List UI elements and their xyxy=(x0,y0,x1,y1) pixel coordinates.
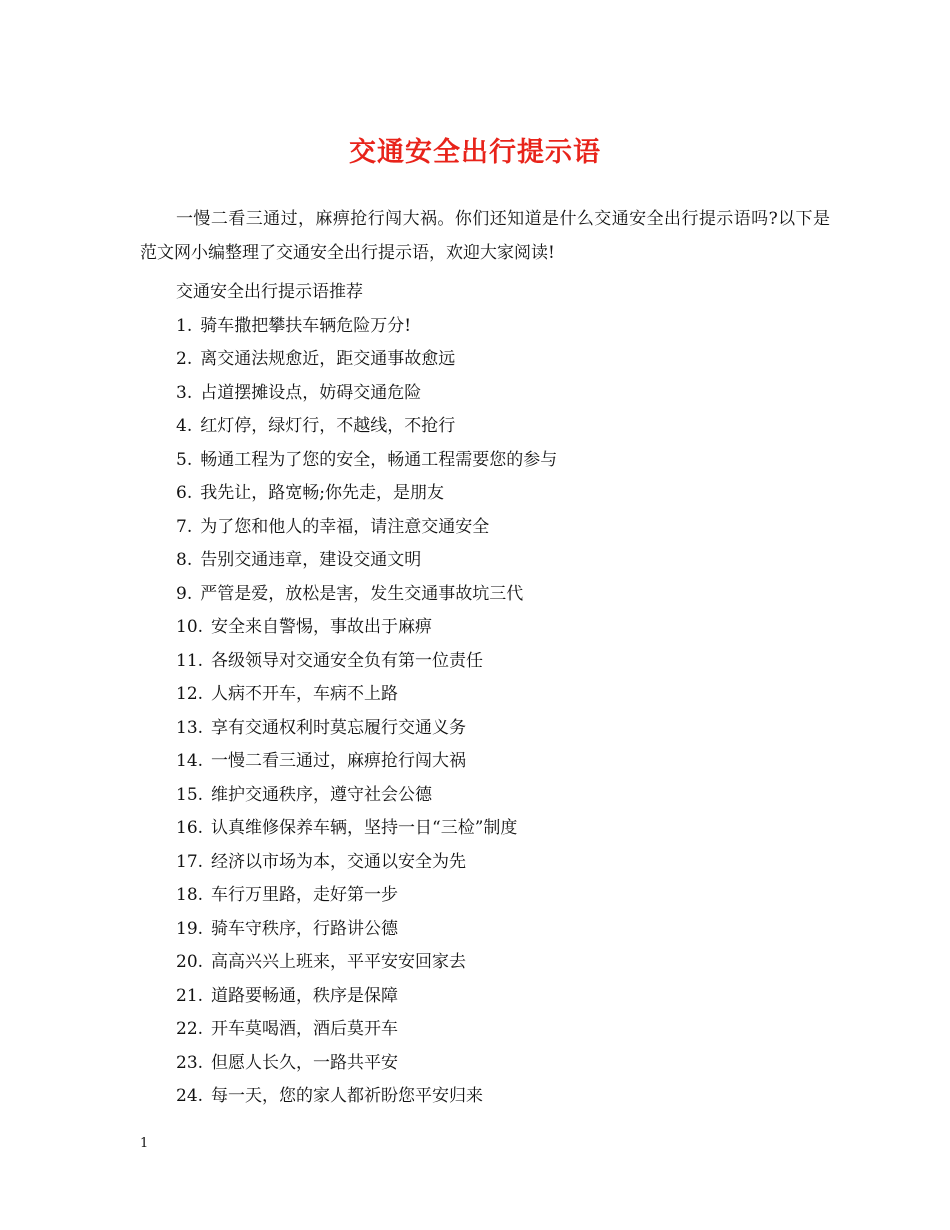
item-text: 各级领导对交通安全负有第一位责任 xyxy=(211,650,484,671)
item-number: 19. xyxy=(176,918,204,939)
document-title: 交通安全出行提示语 xyxy=(349,137,601,168)
item-number: 15. xyxy=(176,784,204,805)
item-text: 认真维修保养车辆，坚持一日“三检”制度 xyxy=(211,818,518,838)
item-text: 占道摆摊设点，妨碍交通危险 xyxy=(200,382,422,403)
item-number: 13. xyxy=(176,717,204,738)
list-item xyxy=(176,946,826,980)
item-number: 5. xyxy=(176,449,193,470)
list-item xyxy=(176,745,826,779)
item-text: 开车莫喝酒，酒后莫开车 xyxy=(211,1019,399,1039)
list-item xyxy=(176,1013,826,1047)
list-item xyxy=(176,678,826,712)
item-number: 20. xyxy=(176,952,204,972)
list-item xyxy=(176,377,826,411)
list-item xyxy=(176,343,826,377)
list-item xyxy=(176,645,826,679)
item-text: 维护交通秩序，遵守社会公德 xyxy=(211,784,433,805)
item-number: 9. xyxy=(176,583,193,604)
item-number: 12. xyxy=(176,684,204,704)
list-item xyxy=(176,980,826,1014)
item-number: 8. xyxy=(176,550,193,570)
item-number: 22. xyxy=(176,1019,204,1039)
item-text: 安全来自警惕，事故出于麻痹 xyxy=(211,617,433,637)
list-item xyxy=(176,812,826,846)
item-number: 23. xyxy=(176,1052,204,1073)
item-text: 告别交通违章，建设交通文明 xyxy=(200,550,422,570)
list-item xyxy=(176,913,826,947)
item-text: 一慢二看三通过，麻痹抢行闯大祸 xyxy=(211,751,467,771)
slogan-list xyxy=(176,276,826,1114)
item-number: 10. xyxy=(176,617,204,637)
item-number: 18. xyxy=(176,885,204,905)
item-text: 车行万里路，走好第一步 xyxy=(211,885,399,905)
item-text: 骑车守秩序，行路讲公德 xyxy=(211,918,399,939)
list-item xyxy=(176,477,826,511)
list-item xyxy=(176,846,826,880)
intro-paragraph: 一慢二看三通过，麻痹抢行闯大祸。你们还知道是什么交通安全出行提示语吗?以下是范文网小编整理了交通安全出行提示语，欢迎大家阅读! xyxy=(140,209,830,263)
item-number: 11. xyxy=(176,650,204,671)
section-heading: 交通安全出行提示语推荐 xyxy=(176,282,363,302)
list-item xyxy=(176,578,826,612)
list-item xyxy=(176,1047,826,1081)
item-text: 高高兴兴上班来，平平安安回家去 xyxy=(211,952,467,972)
item-text: 经济以市场为本，交通以安全为先 xyxy=(211,851,467,872)
list-item xyxy=(176,1080,826,1114)
item-number: 4. xyxy=(176,416,193,436)
item-text: 畅通工程为了您的安全，畅通工程需要您的参与 xyxy=(200,449,558,470)
item-text: 但愿人长久，一路共平安 xyxy=(211,1052,399,1073)
page-number: 1 xyxy=(140,1136,149,1151)
item-text: 为了您和他人的幸福，请注意交通安全 xyxy=(200,516,490,537)
item-number: 7. xyxy=(176,516,193,537)
list-item xyxy=(176,544,826,578)
item-number: 16. xyxy=(176,818,204,838)
item-text: 每一天，您的家人都祈盼您平安归来 xyxy=(211,1086,484,1106)
item-number: 6. xyxy=(176,483,193,503)
list-item xyxy=(176,712,826,746)
item-number: 14. xyxy=(176,751,204,771)
list-item xyxy=(176,444,826,478)
item-number: 2. xyxy=(176,349,193,369)
list-item xyxy=(176,310,826,344)
list-item xyxy=(176,511,826,545)
item-text: 道路要畅通，秩序是保障 xyxy=(211,985,399,1006)
item-number: 17. xyxy=(176,851,204,872)
item-text: 红灯停，绿灯行，不越线，不抢行 xyxy=(200,416,456,436)
item-number: 3. xyxy=(176,382,193,403)
item-text: 离交通法规愈近，距交通事故愈远 xyxy=(200,349,456,369)
list-item xyxy=(176,879,826,913)
item-text: 严管是爱，放松是害，发生交通事故坑三代 xyxy=(200,583,524,604)
item-number: 21. xyxy=(176,985,204,1006)
item-number: 1. xyxy=(176,315,193,336)
item-text: 享有交通权利时莫忘履行交通义务 xyxy=(211,717,467,738)
item-text: 我先让，路宽畅;你先走，是朋友 xyxy=(200,483,444,503)
item-text: 骑车撒把攀扶车辆危险万分! xyxy=(200,315,412,336)
item-number: 24. xyxy=(176,1086,204,1106)
list-item xyxy=(176,779,826,813)
list-item xyxy=(176,410,826,444)
item-text: 人病不开车，车病不上路 xyxy=(211,684,399,704)
list-item xyxy=(176,611,826,645)
